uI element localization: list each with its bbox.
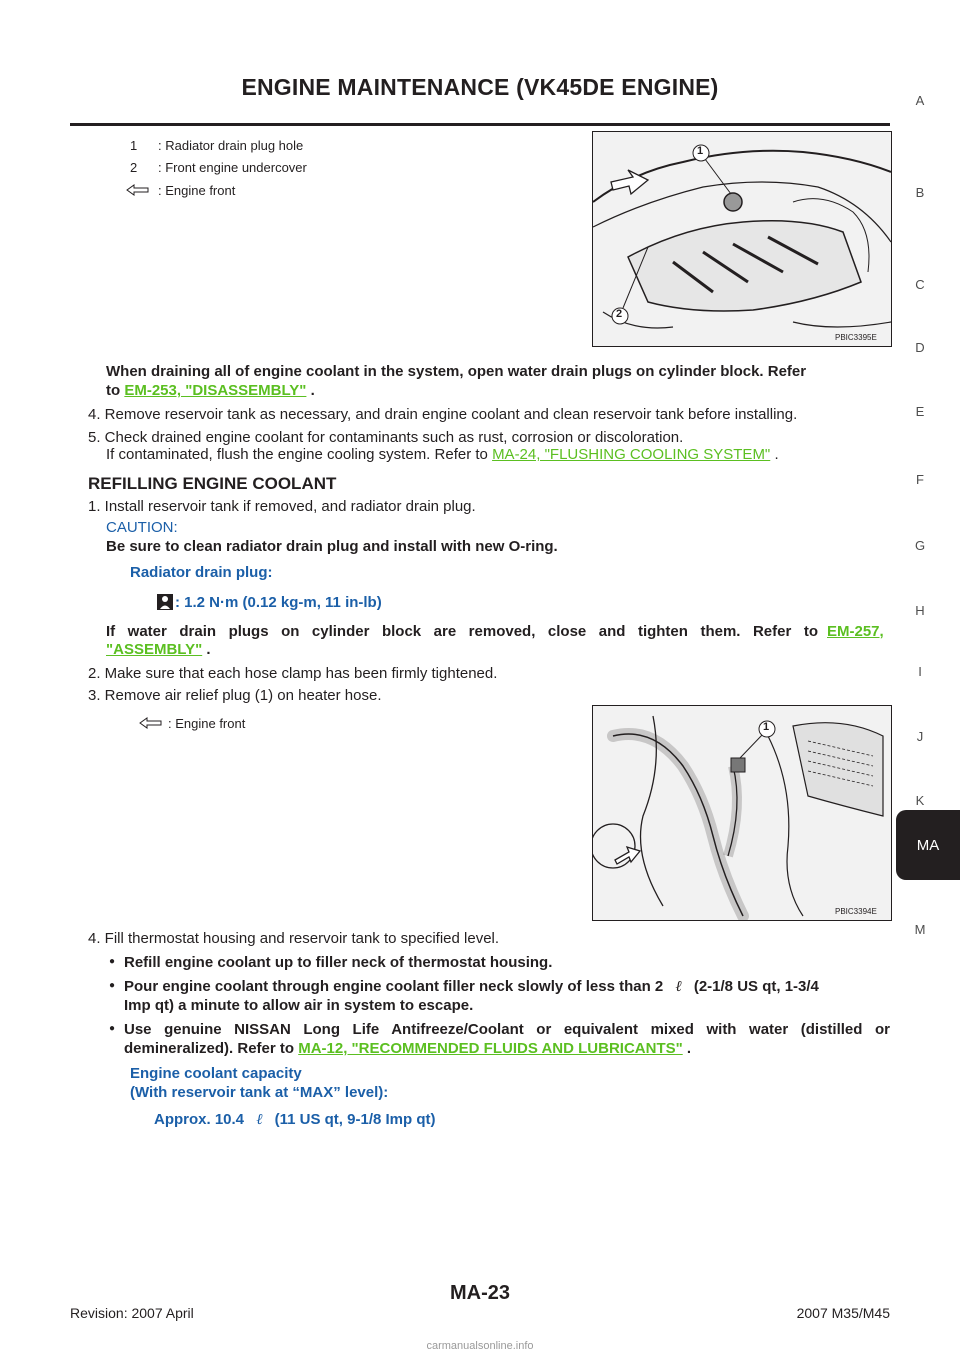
step-5-flush-text: If contaminated, flush the engine cooling system. Refer to [106, 446, 488, 463]
side-index-a[interactable]: A [915, 93, 925, 108]
torque-wrench-icon [157, 594, 173, 610]
bullet-dot: ● [109, 1023, 116, 1034]
callout-1: 1 [697, 145, 704, 157]
side-index-k[interactable]: K [915, 793, 925, 808]
sentence-end: . [206, 641, 211, 658]
spec-label-radiator-drain-plug: Radiator drain plug: [130, 564, 273, 581]
bullet-refill-filler-neck: Refill engine coolant up to filler neck of thermostat housing. [124, 954, 553, 971]
side-index-m[interactable]: M [914, 922, 926, 937]
watermark: carmanualsonline.info [426, 1340, 534, 1352]
figure-code: PBIC3394E [835, 907, 877, 916]
capacity-label: Engine coolant capacity [130, 1065, 302, 1082]
sentence-end: . [686, 1040, 692, 1057]
legend-num-2: 2 [130, 160, 138, 175]
link-em-257[interactable]: EM-257, [827, 623, 884, 640]
link-assembly[interactable]: "ASSEMBLY" [106, 641, 203, 658]
drain-all-coolant-text: When draining all of engine coolant in the system, open water drain plugs on cylinder block. Refer [106, 363, 807, 380]
sentence-end: . [310, 382, 315, 399]
section-heading-refilling: REFILLING ENGINE COOLANT [88, 474, 337, 493]
side-index-e[interactable]: E [915, 404, 925, 419]
side-index-c[interactable]: C [915, 277, 925, 292]
step-2-hose-clamp: 2. Make sure that each hose clamp has been firmly tightened. [88, 665, 498, 682]
page-title: ENGINE MAINTENANCE (VK45DE ENGINE) [241, 74, 719, 100]
model-label: 2007 M35/M45 [796, 1305, 890, 1321]
bullet-pour-coolant-line2: Imp qt) a minute to allow air in system to escape. [124, 997, 474, 1014]
bullet-pour-coolant: Pour engine coolant through engine coolant filler neck slowly of less than 2 [124, 978, 664, 995]
bullet-pour-coolant-rate: (2-1/8 US qt, 1-3/4 [693, 978, 819, 995]
caution-text: Be sure to clean radiator drain plug and install with new O-ring. [106, 538, 558, 555]
link-ma-24-flushing[interactable]: MA-24, "FLUSHING COOLING SYSTEM" [492, 446, 771, 463]
spec-value-torque: : 1.2 N·m (0.12 kg-m, 11 in-lb) [175, 594, 382, 611]
liter-symbol: ℓ [675, 977, 682, 995]
capacity-value-conversion: (11 US qt, 9-1/8 Imp qt) [274, 1111, 436, 1128]
capacity-value: Approx. 10.4 [154, 1111, 245, 1128]
heater-hose-drawing [593, 706, 891, 920]
caution-label: CAUTION: [106, 519, 178, 536]
legend-text-engine-front: : Engine front [168, 716, 246, 731]
undercover-drawing [593, 132, 891, 346]
step-4-fill-thermostat: 4. Fill thermostat housing and reservoir tank to specified level. [88, 930, 500, 947]
callout-2: 2 [616, 308, 623, 320]
sentence-end: . [774, 446, 779, 463]
header-divider [70, 123, 890, 126]
side-index-g[interactable]: G [914, 538, 926, 553]
step-4-remove-reservoir: 4. Remove reservoir tank as necessary, and drain engine coolant and clean reservoir tank before installing. [88, 406, 798, 423]
callout-1: 1 [763, 721, 770, 733]
bullet-dot: ● [109, 980, 116, 991]
revision-label: Revision: 2007 April [70, 1305, 194, 1321]
side-index-d[interactable]: D [915, 340, 925, 355]
refer-to-word: to [106, 382, 121, 399]
legend-num-1: 1 [130, 138, 138, 153]
side-index-j[interactable]: J [916, 729, 924, 744]
step-5-check-coolant: 5. Check drained engine coolant for contaminants such as rust, corrosion or discoloration. [88, 429, 684, 446]
step-1-install-reservoir: 1. Install reservoir tank if removed, and radiator drain plug. [88, 498, 476, 515]
capacity-label-condition: (With reservoir tank at “MAX” level): [130, 1084, 389, 1101]
link-ma-12-fluids[interactable]: MA-12, "RECOMMENDED FLUIDS AND LUBRICANTS" [298, 1040, 683, 1057]
heater-hose-illustration [592, 705, 892, 921]
link-em-253-disassembly[interactable]: EM-253, "DISASSEMBLY" [124, 382, 307, 399]
legend-text-radiator-drain-plug-hole: : Radiator drain plug hole [158, 138, 304, 153]
legend-text-engine-front: : Engine front [158, 183, 236, 198]
water-drain-plugs-text: If water drain plugs on cylinder block are removed, close and tighten them. Refer to [106, 623, 818, 640]
undercover-illustration [592, 131, 892, 347]
side-index-h[interactable]: H [915, 603, 925, 618]
bullet-dot: ● [109, 956, 116, 967]
bullet-genuine-nissan-line2: demineralized). Refer to [124, 1040, 295, 1057]
side-index-f[interactable]: F [916, 472, 924, 487]
side-index-i[interactable]: I [918, 664, 922, 679]
page-number: MA-23 [449, 1282, 510, 1304]
side-index-tab-active[interactable]: MA [896, 810, 960, 880]
step-3-air-relief-plug: 3. Remove air relief plug (1) on heater hose. [88, 687, 382, 704]
bullet-genuine-nissan: Use genuine NISSAN Long Life Antifreeze/Coolant or equivalent mixed with water (distilled or [124, 1021, 890, 1038]
engine-front-arrow-icon [139, 717, 163, 729]
engine-front-arrow-icon [126, 184, 150, 196]
legend-text-front-engine-undercover: : Front engine undercover [158, 160, 307, 175]
figure-code: PBIC3395E [835, 333, 877, 342]
liter-symbol: ℓ [256, 1110, 263, 1128]
side-index-b[interactable]: B [915, 185, 925, 200]
